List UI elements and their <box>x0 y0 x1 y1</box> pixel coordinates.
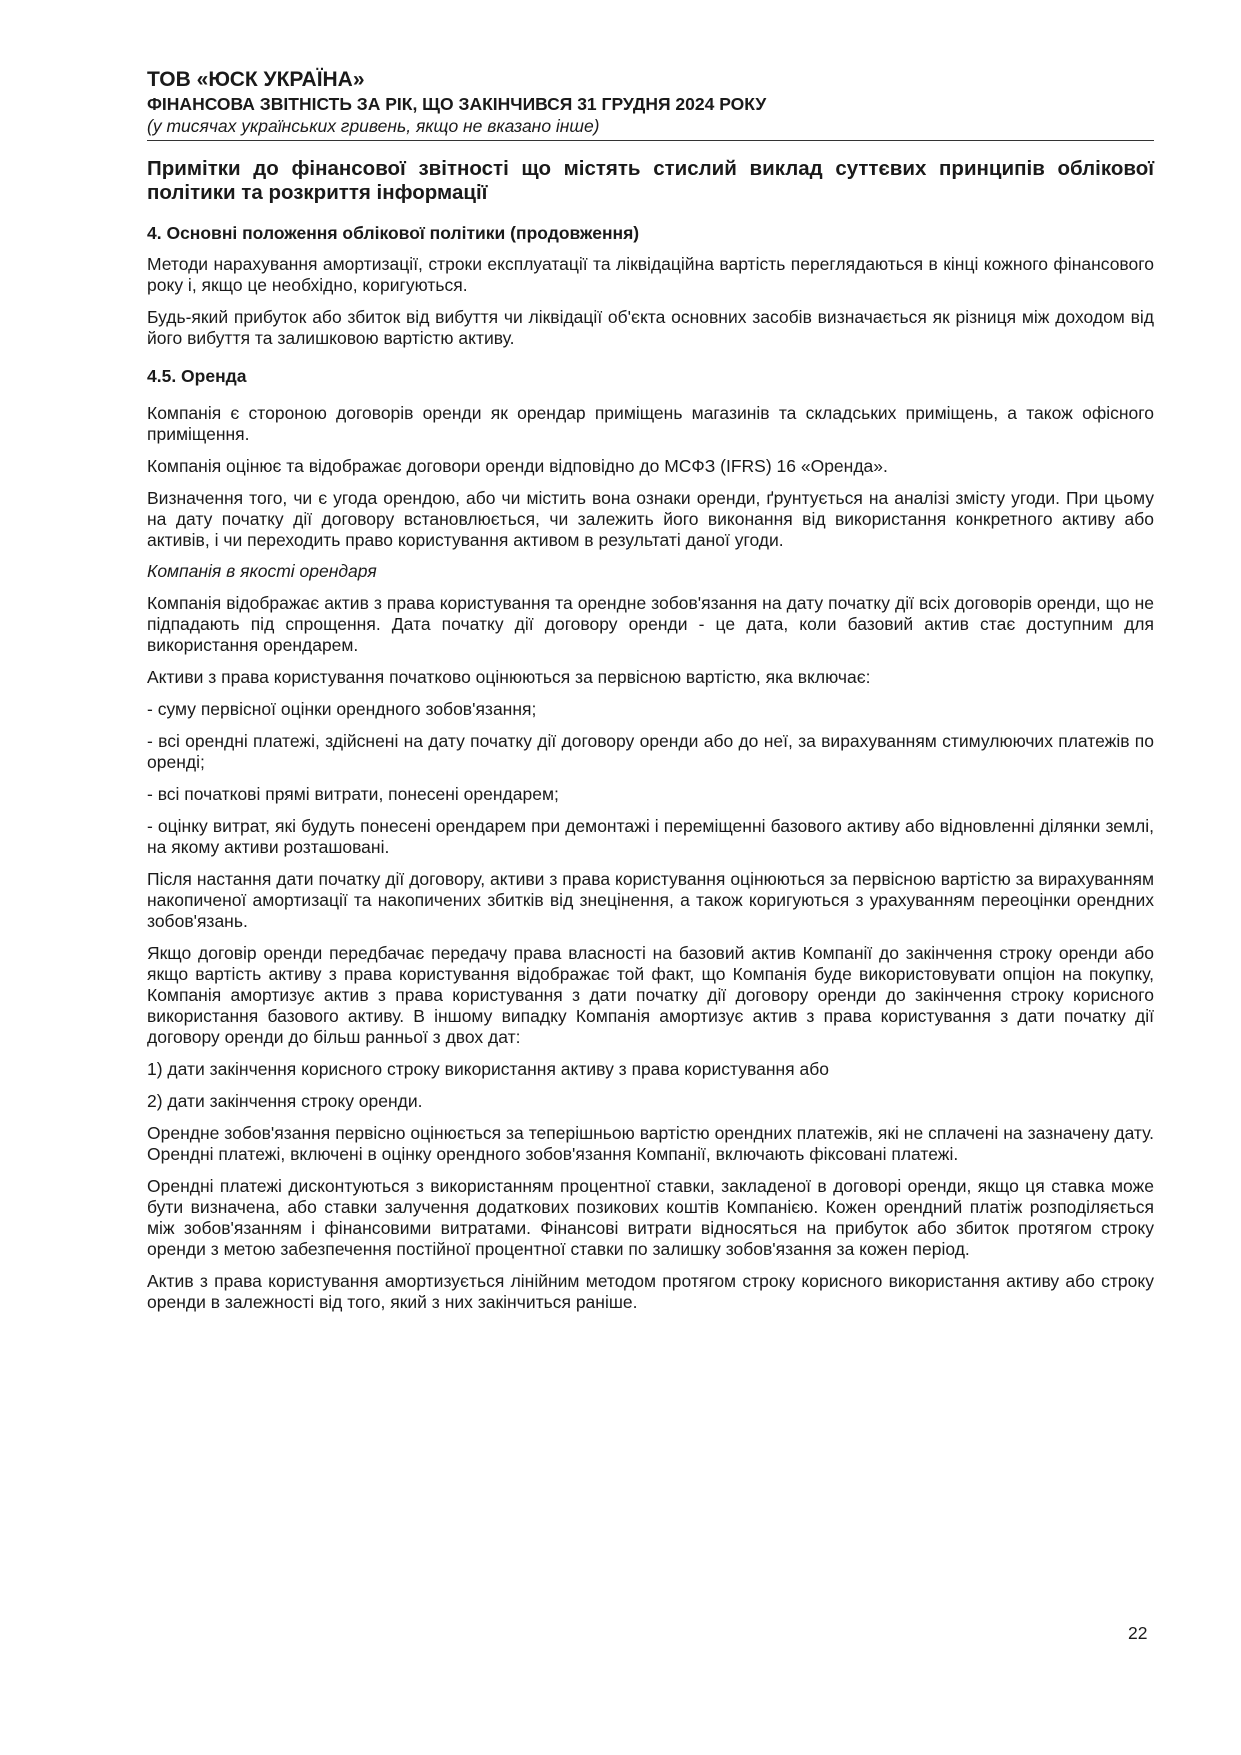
paragraph: Компанія є стороною договорів оренди як орендар приміщень магазинів та складських приміщень, а також офісного приміщення. <box>147 403 1154 444</box>
header-divider <box>147 140 1154 141</box>
document-page <box>147 66 1154 1313</box>
paragraph: Методи нарахування амортизації, строки експлуатації та ліквідаційна вартість переглядаються в кінці кожного фінансового року і, якщо це необхідно, коригуються. <box>147 254 1154 295</box>
paragraph: Актив з права користування амортизується лінійним методом протягом строку корисного використання активу або строку оренди в залежності від того, який з них закінчиться раніше. <box>147 1271 1154 1312</box>
report-title: ФІНАНСОВА ЗВІТНІСТЬ ЗА РІК, ЩО ЗАКІНЧИВСЯ 31 ГРУДНЯ 2024 РОКУ <box>147 94 767 114</box>
list-item: 2) дати закінчення строку оренди. <box>147 1091 423 1111</box>
notes-title: Примітки до фінансової звітності що містять стислий виклад суттєвих принципів облікової політики та розкриття інформації <box>147 157 1154 204</box>
list-item: - всі початкові прямі витрати, понесені орендарем; <box>147 784 559 804</box>
paragraph: Будь-який прибуток або збиток від вибуття чи ліквідації об'єкта основних засобів визначається як різниця між доходом від його вибуття та залишковою вартістю активу. <box>147 307 1154 348</box>
list-item: - оцінку витрат, які будуть понесені орендарем при демонтажі і переміщенні базового активу або відновленні ділянки землі, на якому активи розташовані. <box>147 816 1154 857</box>
paragraph: Якщо договір оренди передбачає передачу права власності на базовий актив Компанії до закінчення строку оренди або якщо вартість активу з права користування відображає той факт, що Компанія буде використовувати опціон на покупку, Компанія амортизує актив з права користування з дати початку дії договору оренди до закінчення строку корисного використання базового активу. В іншому випадку Компанія амортизує актив з права користування з дати початку дії договору оренди до більш ранньої з двох дат: <box>147 943 1154 1047</box>
company-name: ТОВ «ЮСК УКРАЇНА» <box>147 68 365 91</box>
section-heading: 4. Основні положення облікової політики (продовження) <box>147 223 640 243</box>
list-item: - суму первісної оцінки орендного зобов'язання; <box>147 699 537 719</box>
paragraph: Орендне зобов'язання первісно оцінюється за теперішньою вартістю орендних платежів, які не сплачені на зазначену дату. Орендні платежі, включені в оцінку орендного зобов'язання Компанії, включають фіксовані платежі. <box>147 1123 1154 1164</box>
lessee-heading: Компанія в якості орендаря <box>147 561 377 581</box>
paragraph: Після настання дати початку дії договору, активи з права користування оцінюються за первісною вартістю за вирахуванням накопиченої амортизації та накопичених збитків від знецінення, а також коригуються з урахуванням переоцінки орендних зобов'язань. <box>147 869 1154 931</box>
paragraph: Компанія відображає актив з права користування та орендне зобов'язання на дату початку дії всіх договорів оренди, що не підпадають під спрощення. Дата початку дії договору оренди - це дата, коли базовий актив стає доступним для використання орендарем. <box>147 593 1154 655</box>
paragraph: Компанія оцінює та відображає договори оренди відповідно до МСФЗ (IFRS) 16 «Оренда». <box>147 456 888 476</box>
list-item: - всі орендні платежі, здійснені на дату початку дії договору оренди або до неї, за вирахуванням стимулюючих платежів по оренді; <box>147 731 1154 772</box>
units-note: (у тисячах українських гривень, якщо не вказано інше) <box>147 116 600 136</box>
paragraph: Орендні платежі дисконтуються з використанням процентної ставки, закладеної в договорі оренди, якщо ця ставка може бути визначена, або ставки залучення додаткових позикових коштів Компанією. Кожен орендний платіж розподіляється між зобов'язанням і фінансовими витратами. Фінансові витрати відносяться на прибуток або збиток протягом строку оренди з метою забезпечення постійної процентної ставки по залишку зобов'язання за кожен період. <box>147 1176 1154 1259</box>
page-number: 22 <box>1128 1623 1148 1643</box>
report-header <box>147 66 1154 141</box>
paragraph: Активи з права користування початково оцінюються за первісною вартістю, яка включає: <box>147 667 871 687</box>
subsection-heading: 4.5. Оренда <box>147 366 247 386</box>
list-item: 1) дати закінчення корисного строку використання активу з права користування або <box>147 1059 829 1079</box>
paragraph: Визначення того, чи є угода орендою, або чи містить вона ознаки оренди, ґрунтується на аналізі змісту угоди. При цьому на дату початку дії договору встановлюється, чи залежить його виконання від використання конкретного активу або активів, і чи переходить право користування активом в результаті даної угоди. <box>147 488 1154 550</box>
